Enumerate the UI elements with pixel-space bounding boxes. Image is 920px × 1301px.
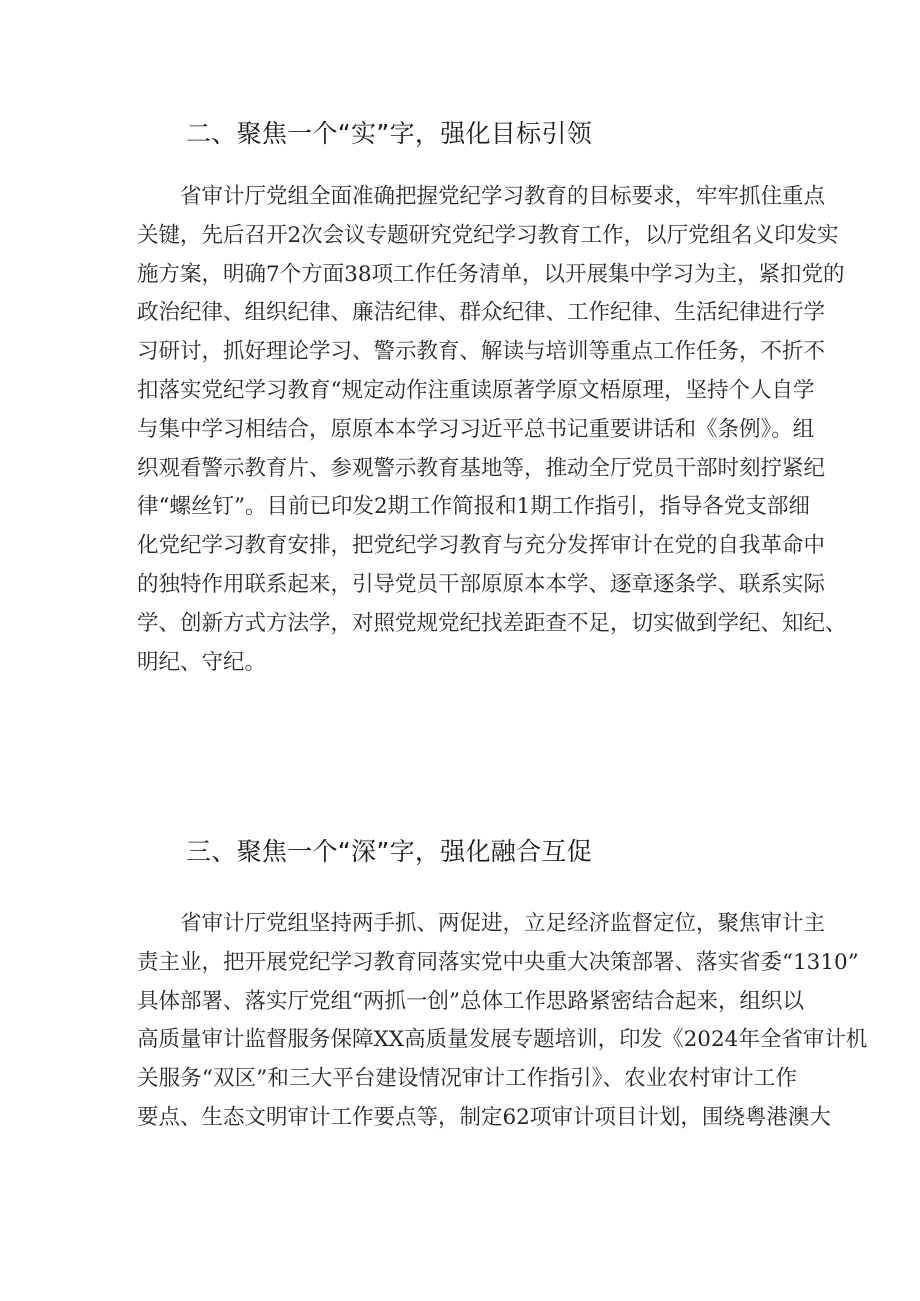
paragraph-line: 学、创新方式方法学，对照党规党纪找差距查不足，切实做到学纪、知纪、: [137, 610, 847, 636]
paragraph-line: 明纪、守纪。: [137, 649, 267, 675]
paragraph-line: 高质量审计监督服务保障XX高质量发展专题培训，印发《2024年全省审计机: [137, 1027, 868, 1053]
section-2-paragraph: [137, 178, 847, 682]
paragraph-line: 省审计厅党组全面准确把握党纪学习教育的目标要求，牢牢抓住重点: [180, 184, 826, 209]
paragraph-line: 责主业，把开展党纪学习教育同落实党中央重大决策部署、落实省委“1310”: [137, 949, 859, 975]
paragraph-line: 扣落实党纪学习教育“规定动作注重读原著学原文梧原理，坚持个人自学: [137, 377, 815, 403]
paragraph-line: 的独特作用联系起来，引导党员干部原原本本学、逐章逐条学、联系实际: [137, 571, 826, 597]
paragraph-line: 化党纪学习教育安排，把党纪学习教育与充分发挥审计在党的自我革命中: [137, 533, 826, 559]
paragraph-line: 与集中学习相结合，原原本本学习习近平总书记重要讲话和《条例》。组: [137, 416, 815, 442]
paragraph-line: 省审计厅党组坚持两手抓、两促进，立足经济监督定位，聚焦审计主: [180, 911, 826, 936]
section-3-paragraph: [137, 905, 868, 1138]
paragraph-line: 政治纪律、组织纪律、廉洁纪律、群众纪律、工作纪律、生活纪律进行学: [137, 300, 826, 326]
paragraph-line: 关键，先后召开2次会议专题研究党纪学习教育工作，以厅党组名义印发实: [137, 222, 839, 248]
paragraph-line: 习研讨，抓好理论学习、警示教育、解读与培训等重点工作任务，不折不: [137, 339, 826, 365]
paragraph-line: 织观看警示教育片、参观警示教育基地等，推动全厅党员干部时刻拧紧纪: [137, 455, 826, 481]
section-heading-3: 三、聚焦一个“深”字，强化融合互促: [186, 837, 593, 866]
paragraph-line: 要点、生态文明审计工作要点等，制定62项审计项目计划，围绕粤港澳大: [137, 1104, 831, 1130]
paragraph-line: 关服务“双区”和三大平台建设情况审计工作指引》、农业农村审计工作: [137, 1066, 797, 1092]
section-heading-2: 二、聚焦一个“实”字，强化目标引领: [186, 119, 593, 148]
paragraph-line: 施方案，明确7个方面38项工作任务清单，以开展集中学习为主，紧扣党的: [137, 261, 845, 287]
paragraph-line: 具体部署、落实厅党组“两抓一创”总体工作思路紧密结合起来，组织以: [137, 988, 804, 1014]
paragraph-line: 律“螺丝钉”。目前已印发2期工作简报和1期工作指引，指导各党支部细: [137, 494, 810, 520]
